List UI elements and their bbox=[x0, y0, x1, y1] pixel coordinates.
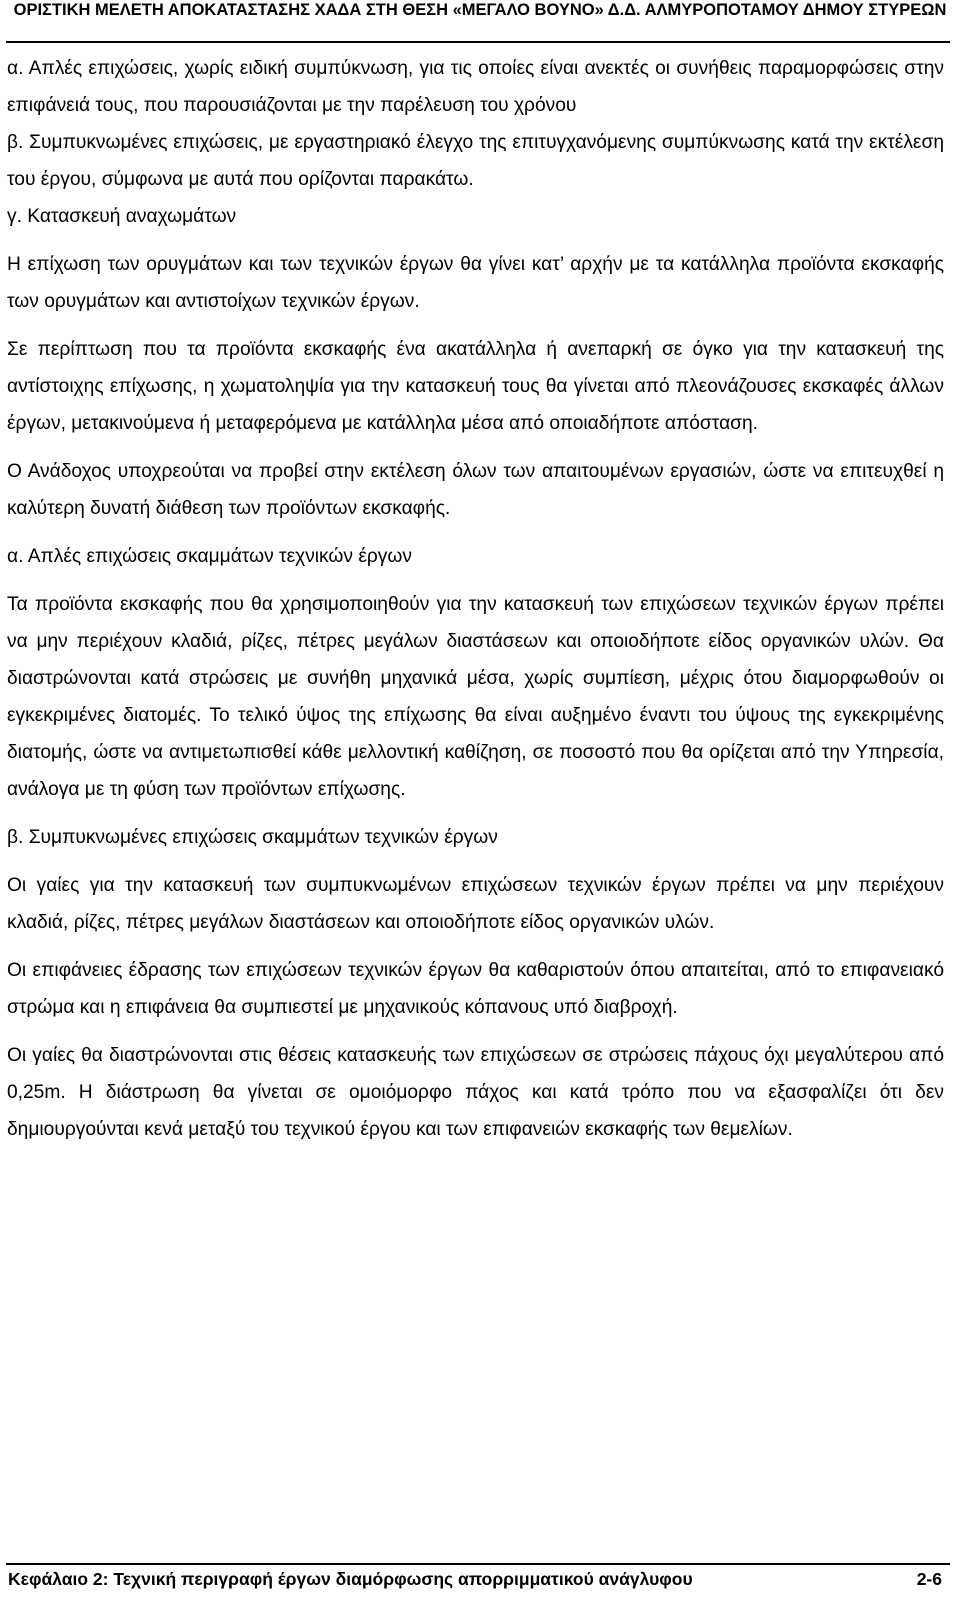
footer-divider bbox=[6, 1563, 950, 1565]
document-body bbox=[7, 50, 944, 1159]
paragraph: Ο Ανάδοχος υποχρεούται να προβεί στην εκτέλεση όλων των απαιτουμένων εργασιών, ώστε να επιτευχθεί η καλύτερη δυνατή διάθεση των προϊόντων εκσκαφής. bbox=[7, 461, 944, 519]
paragraph: β. Συμπυκνωμένες επιχώσεις, με εργαστηριακό έλεγχο της επιτυγχανόμενης συμπύκνωσης κατά την εκτέλεση του έργου, σύμφωνα με αυτά που ορίζονται παρακάτω. bbox=[7, 132, 944, 190]
paragraph: Η επίχωση των ορυγμάτων και των τεχνικών έργων θα γίνει κατ’ αρχήν με τα κατάλληλα προϊόντα εκσκαφής των ορυγμάτων και αντιστοίχων τεχνικών έργων. bbox=[7, 254, 944, 312]
section-heading: β. Συμπυκνωμένες επιχώσεις σκαμμάτων τεχνικών έργων bbox=[7, 827, 498, 848]
section-heading: γ. Κατασκευή αναχωμάτων bbox=[7, 206, 237, 227]
page-header: ΟΡΙΣΤΙΚΗ ΜΕΛΕΤΗ ΑΠΟΚΑΤΑΣΤΑΣΗΣ ΧΑΔΑ ΣΤΗ ΘΕΣΗ «ΜΕΓΑΛΟ ΒΟΥΝΟ» Δ.Δ. ΑΛΜΥΡΟΠΟΤΑΜΟΥ ΔΗΜΟΥ ΣΤΥΡΕΩΝ bbox=[13, 1, 947, 19]
paragraph: Οι γαίες θα διαστρώνονται στις θέσεις κατασκευής των επιχώσεων σε στρώσεις πάχους όχι μεγαλύτερου από 0,25m. Η διάστρωση θα γίνεται σε ομοιόμορφο πάχος και κατά τρόπο που να εξασφαλίζει ότι δεν δημιουργούνται κενά μεταξύ του τεχνικού έργου και των επιφανειών εκσκαφής των θεμελίων. bbox=[7, 1045, 944, 1140]
paragraph: Οι γαίες για την κατασκευή των συμπυκνωμένων επιχώσεων τεχνικών έργων πρέπει να μην περιέχουν κλαδιά, ρίζες, πέτρες μεγάλων διαστάσεων και οποιοδήποτε είδος οργανικών υλών. bbox=[7, 875, 944, 933]
paragraph: α. Απλές επιχώσεις, χωρίς ειδική συμπύκνωση, για τις οποίες είναι ανεκτές οι συνήθεις παραμορφώσεις στην επιφάνειά τους, που παρουσιάζονται με την παρέλευση του χρόνου bbox=[7, 58, 944, 116]
page-footer bbox=[8, 1566, 942, 1592]
section-heading: α. Απλές επιχώσεις σκαμμάτων τεχνικών έργων bbox=[7, 546, 412, 567]
paragraph: Τα προϊόντα εκσκαφής που θα χρησιμοποιηθούν για την κατασκευή των επιχώσεων τεχνικών έργων πρέπει να μην περιέχουν κλαδιά, ρίζες, πέτρες μεγάλων διαστάσεων και οποιοδήποτε είδος οργανικών υλών. Θα διαστρώνονται κατά στρώσεις με συνήθη μηχανικά μέσα, χωρίς συμπίεση, μέχρις ότου διαμορφωθούν οι εγκεκριμένες διατομές. Το τελικό ύψος της επίχωσης θα είναι αυξημένο έναντι του ύψους της εγκεκριμένης διατομής, ώστε να αντιμετωπισθεί κάθε μελλοντική καθίζηση, σε ποσοστό που θα ορίζεται από την Υπηρεσία, ανάλογα με τη φύση των προϊόντων επίχωσης. bbox=[7, 594, 944, 800]
paragraph: Οι επιφάνειες έδρασης των επιχώσεων τεχνικών έργων θα καθαριστούν όπου απαιτείται, από το επιφανειακό στρώμα και η επιφάνεια θα συμπιεστεί με μηχανικούς κόπανους υπό διαβροχή. bbox=[7, 960, 944, 1018]
page-number: 2-6 bbox=[916, 1569, 942, 1589]
paragraph: Σε περίπτωση που τα προϊόντα εκσκαφής ένα ακατάλληλα ή ανεπαρκή σε όγκο για την κατασκευή της αντίστοιχης επίχωσης, η χωματοληψία για την κατασκευή τους θα γίνεται από πλεονάζουσες εκσκαφές άλλων έργων, μετακινούμενα ή μεταφερόμενα με κατάλληλα μέσα από οποιαδήποτε απόσταση. bbox=[7, 339, 944, 434]
header-divider bbox=[6, 41, 950, 43]
footer-chapter-title: Κεφάλαιο 2: Τεχνική περιγραφή έργων διαμόρφωσης απορριμματικού ανάγλυφου bbox=[8, 1569, 693, 1589]
